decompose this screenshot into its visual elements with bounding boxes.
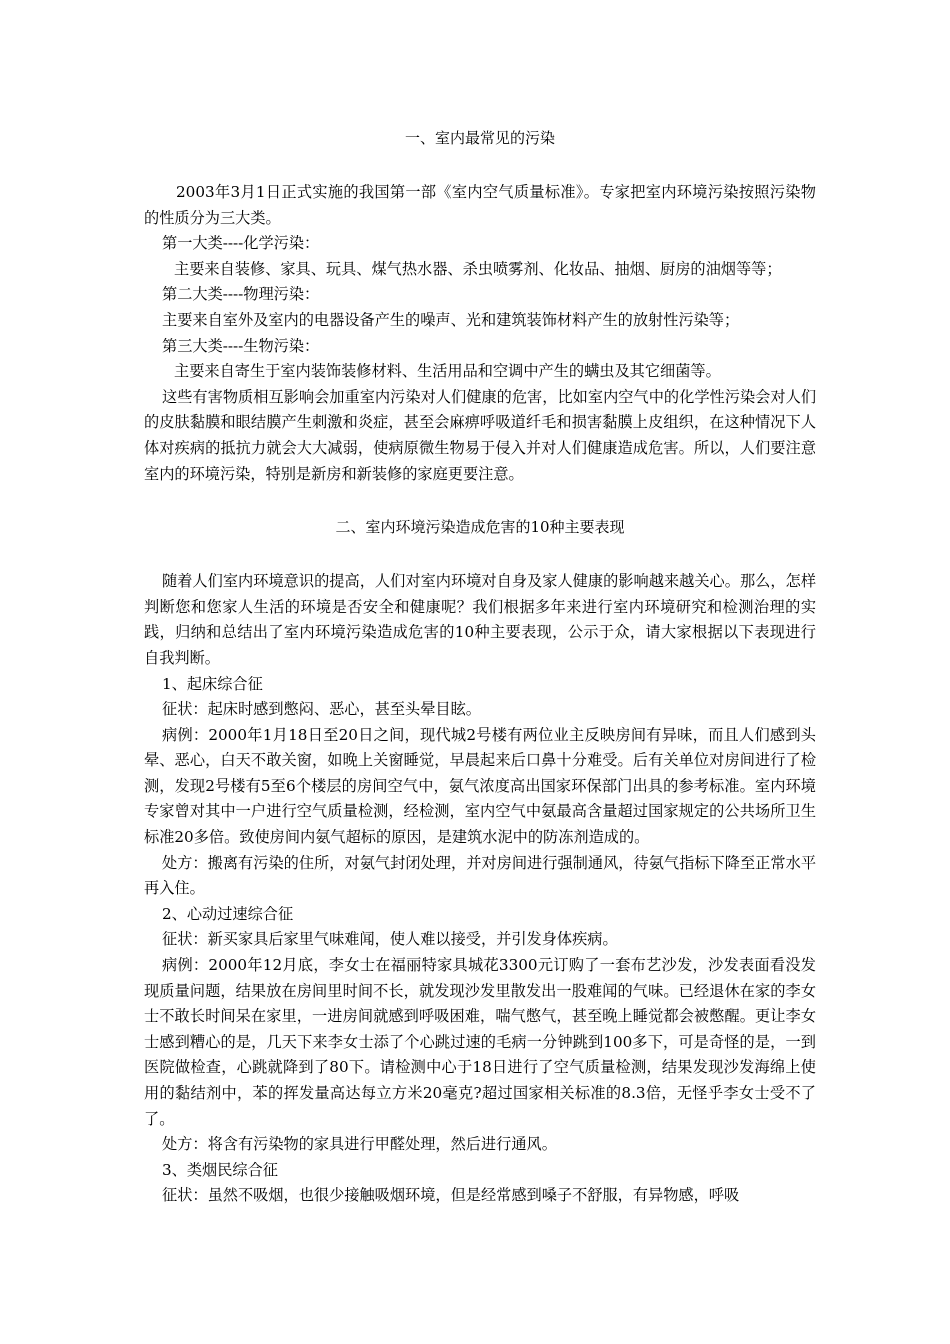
item-1-title: 1、起床综合征: [162, 674, 263, 693]
section-1-summary: 这些有害物质相互影响会加重室内污染对人们健康的危害，比如室内空气中的化学性污染会对人们的皮肤黏膜和眼结膜产生刺激和炎症，甚至会麻痹呼吸道纤毛和损害黏膜上皮组织，在这种情况下人体对疾病的抵抗力就会大大减弱，使病原微生物易于侵入并对人们健康造成危害。所以，人们要注意室内的环境污染，特别是新房和新装修的家庭更要注意。: [144, 387, 816, 483]
category-2-text: 主要来自室外及室内的电器设备产生的噪声、光和建筑装饰材料产生的放射性污染等；: [162, 310, 740, 329]
section-2-title: 二、室内环境污染造成危害的10种主要表现: [335, 518, 625, 537]
section-1-intro: 2003年3月1日正式实施的我国第一部《室内空气质量标准》。专家把室内环境污染按照污染物的性质分为三大类。: [144, 183, 816, 227]
section-2-intro: 随着人们室内环境意识的提高，人们对室内环境对自身及家人健康的影响越来越关心。那么，怎样判断您和您家人生活的环境是否安全和健康呢？我们根据多年来进行室内环境研究和检测治理的实践，归纳和总结出了室内环境污染造成危害的10种主要表现，公示于众，请大家根据以下表现进行自我判断。: [144, 572, 816, 667]
category-1-text: 主要来自装修、家具、玩具、煤气热水器、杀虫喷雾剂、化妆品、抽烟、厨房的油烟等等；: [174, 259, 782, 278]
item-1-case: 病例：2000年1月18日至20日之间，现代城2号楼有两位业主反映房间有异味，而且人们感到头晕、恶心，白天不敢关窗，如晚上关窗睡觉，早晨起来后口鼻十分难受。后有关单位对房间进行了检测，发现2号楼有5至6个楼层的房间空气中，氨气浓度高出国家环保部门出具的参考标准。室内环境专家曾对其中一户进行空气质量检测，经检测，室内空气中氨最高含量超过国家规定的公共场所卫生标准20多倍。致使房间内氨气超标的原因，是建筑水泥中的防冻剂造成的。: [144, 725, 816, 847]
document-page: [144, 120, 816, 1209]
category-2-title: 第二大类----物理污染：: [162, 285, 320, 304]
item-3-symptom: 征状：虽然不吸烟，也很少接触吸烟环境，但是经常感到嗓子不舒服，有异物感，呼吸: [162, 1186, 740, 1205]
category-3-title: 第三大类----生物污染：: [162, 336, 320, 355]
category-3-text: 主要来自寄生于室内装饰装修材料、生活用品和空调中产生的螨虫及其它细菌等。: [174, 362, 721, 381]
item-2-remedy: 处方：将含有污染物的家具进行甲醛处理，然后进行通风。: [162, 1135, 557, 1154]
item-1-remedy: 处方：搬离有污染的住所，对氨气封闭处理，并对房间进行强制通风，待氨气指标下降至正常水平再入住。: [144, 853, 816, 898]
item-3-title: 3、类烟民综合征: [162, 1160, 278, 1179]
item-2-symptom: 征状：新买家具后家里气味难闻，使人难以接受，并引发身体疾病。: [162, 930, 618, 949]
category-1-title: 第一大类----化学污染：: [162, 234, 320, 253]
item-1-symptom: 征状：起床时感到憋闷、恶心，甚至头晕目眩。: [162, 700, 481, 719]
section-1-title: 一、室内最常见的污染: [404, 129, 555, 147]
item-2-case: 病例：2000年12月底，李女士在福丽特家具城花3300元订购了一套布艺沙发，沙发表面看没发现质量问题，结果放在房间里时间不长，就发现沙发里散发出一股难闻的气味。已经退休在家的李女士不敢长时间呆在家里，一进房间就感到呼吸困难，喘气憋气，甚至晚上睡觉都会被憋醒。更让李女士感到糟心的是，几天下来李女士添了个心跳过速的毛病一分钟跳到100多下，可是奇怪的是，一到医院做检查，心跳就降到了80下。请检测中心于18日进行了空气质量检测，结果发现沙发海绵上使用的黏结剂中，苯的挥发量高达每立方米20毫克?超过国家相关标准的8.3倍，无怪乎李女士受不了了。: [144, 956, 816, 1128]
item-2-title: 2、心动过速综合征: [162, 904, 294, 923]
